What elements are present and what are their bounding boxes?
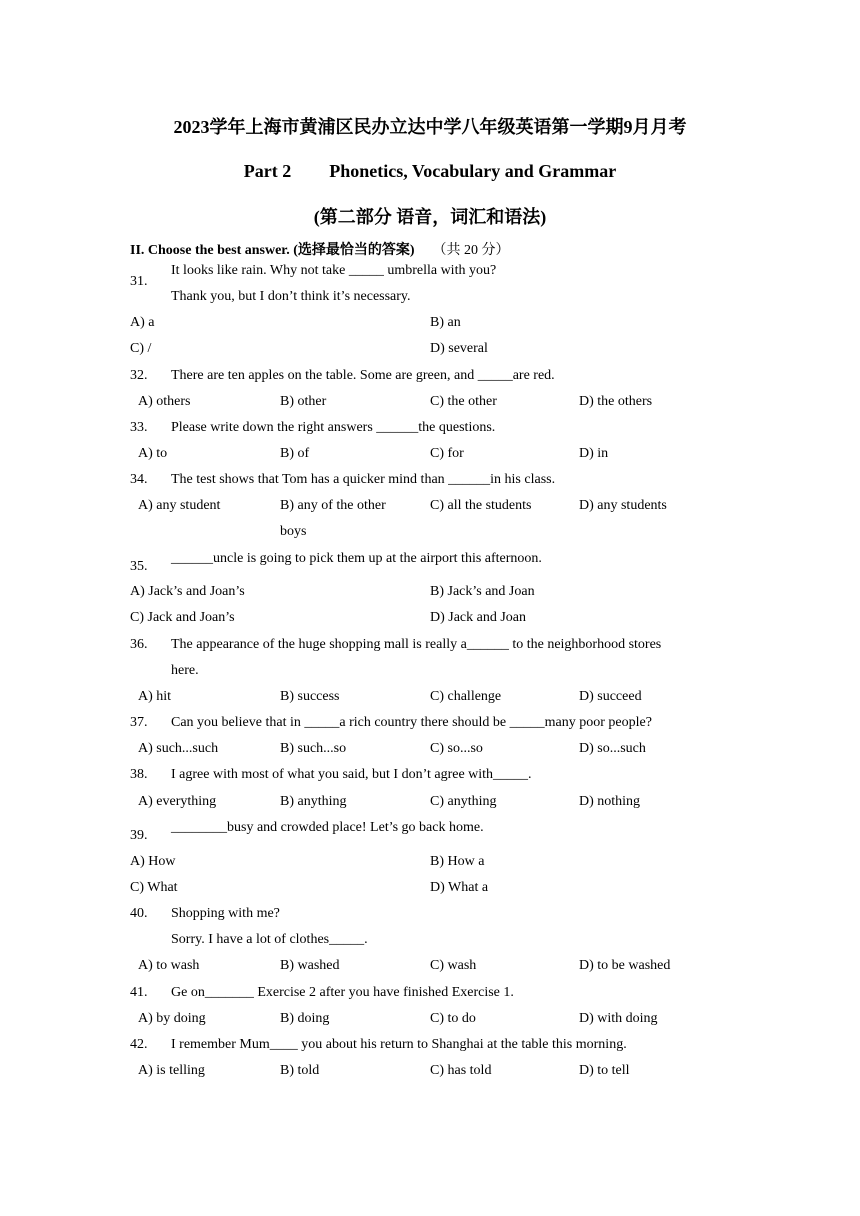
option-b[interactable]: B) anything bbox=[280, 794, 347, 809]
section-instruction: II. Choose the best answer. (选择最恰当的答案) bbox=[130, 243, 415, 258]
option-b[interactable]: B) an bbox=[430, 315, 461, 330]
question-line: I agree with most of what you said, but I don’t agree with_____. bbox=[171, 767, 532, 782]
option-d[interactable]: D) What a bbox=[430, 880, 489, 895]
option-b-continued[interactable]: boys bbox=[280, 524, 307, 539]
question-line: I remember Mum____ you about his return to Shanghai at the table this morning. bbox=[171, 1037, 627, 1052]
option-a[interactable]: A) any student bbox=[138, 498, 221, 513]
question-line: Can you believe that in _____a rich country there should be _____many poor people? bbox=[171, 715, 652, 730]
question-line: Ge on_______ Exercise 2 after you have finished Exercise 1. bbox=[171, 985, 514, 1000]
option-b[interactable]: B) of bbox=[280, 446, 310, 461]
question-number: 33. bbox=[130, 420, 148, 435]
question-line: There are ten apples on the table. Some are green, and _____are red. bbox=[171, 368, 555, 383]
option-c[interactable]: C) so...so bbox=[430, 741, 483, 756]
option-a[interactable]: A) others bbox=[138, 394, 191, 409]
question-number: 41. bbox=[130, 985, 148, 1000]
option-c[interactable]: C) for bbox=[430, 446, 464, 461]
question-number: 37. bbox=[130, 715, 148, 730]
question-number: 40. bbox=[130, 906, 148, 921]
option-c[interactable]: C) wash bbox=[430, 958, 477, 973]
question-number: 34. bbox=[130, 472, 148, 487]
part-title: Phonetics, Vocabulary and Grammar bbox=[329, 161, 617, 181]
option-a[interactable]: A) is telling bbox=[138, 1063, 205, 1078]
option-d[interactable]: D) several bbox=[430, 341, 488, 356]
option-c[interactable]: C) the other bbox=[430, 394, 497, 409]
question-number: 31. bbox=[130, 274, 148, 289]
option-d[interactable]: D) succeed bbox=[579, 689, 642, 704]
option-b[interactable]: B) doing bbox=[280, 1011, 330, 1026]
question-number: 36. bbox=[130, 637, 148, 652]
question-line: Shopping with me? bbox=[171, 906, 280, 921]
option-b[interactable]: B) told bbox=[280, 1063, 320, 1078]
option-c[interactable]: C) has told bbox=[430, 1063, 492, 1078]
question-line: ______uncle is going to pick them up at the airport this afternoon. bbox=[171, 551, 542, 566]
section-points: （共 20 分） bbox=[432, 243, 510, 258]
question-number: 39. bbox=[130, 828, 148, 843]
option-a[interactable]: A) a bbox=[130, 315, 155, 330]
option-c[interactable]: C) anything bbox=[430, 794, 497, 809]
part-heading bbox=[0, 158, 860, 184]
question-line: It looks like rain. Why not take _____ umbrella with you? bbox=[171, 263, 497, 278]
question-line: The test shows that Tom has a quicker mind than ______in his class. bbox=[171, 472, 556, 487]
option-d[interactable]: D) to tell bbox=[579, 1063, 630, 1078]
option-b[interactable]: B) such...so bbox=[280, 741, 347, 756]
question-line: ________busy and crowded place! Let’s go back home. bbox=[171, 820, 484, 835]
option-a[interactable]: A) to bbox=[138, 446, 168, 461]
option-b[interactable]: B) any of the other bbox=[280, 498, 386, 513]
option-b[interactable]: B) other bbox=[280, 394, 327, 409]
option-d[interactable]: D) nothing bbox=[579, 794, 641, 809]
option-c[interactable]: C) to do bbox=[430, 1011, 476, 1026]
question-number: 35. bbox=[130, 559, 148, 574]
section-heading bbox=[130, 241, 510, 261]
option-a[interactable]: A) such...such bbox=[138, 741, 219, 756]
option-b[interactable]: B) washed bbox=[280, 958, 340, 973]
option-a[interactable]: A) How bbox=[130, 854, 176, 869]
question-line: Please write down the right answers ______the questions. bbox=[171, 420, 496, 435]
part-label: Part 2 bbox=[243, 161, 292, 181]
question-number: 42. bbox=[130, 1037, 148, 1052]
option-b[interactable]: B) How a bbox=[430, 854, 485, 869]
question-number: 32. bbox=[130, 368, 148, 383]
question-line: Thank you, but I don’t think it’s necessary. bbox=[171, 289, 411, 304]
option-c[interactable]: C) What bbox=[130, 880, 178, 895]
option-d[interactable]: D) in bbox=[579, 446, 609, 461]
option-d[interactable]: D) to be washed bbox=[579, 958, 671, 973]
question-line: Sorry. I have a lot of clothes_____. bbox=[171, 932, 368, 947]
question-number: 38. bbox=[130, 767, 148, 782]
option-c[interactable]: C) challenge bbox=[430, 689, 502, 704]
option-c[interactable]: C) / bbox=[130, 341, 152, 356]
option-a[interactable]: A) everything bbox=[138, 794, 217, 809]
option-d[interactable]: D) any students bbox=[579, 498, 667, 513]
option-a[interactable]: A) hit bbox=[138, 689, 172, 704]
exam-title: 2023学年上海市黄浦区民办立达中学八年级英语第一学期9月月考 bbox=[173, 117, 687, 137]
option-d[interactable]: D) so...such bbox=[579, 741, 646, 756]
option-d[interactable]: D) Jack and Joan bbox=[430, 610, 527, 625]
question-line: here. bbox=[171, 663, 199, 678]
option-d[interactable]: D) the others bbox=[579, 394, 653, 409]
question-line: The appearance of the huge shopping mall is really a______ to the neighborhood stores bbox=[171, 637, 662, 652]
option-a[interactable]: A) to wash bbox=[138, 958, 200, 973]
option-d[interactable]: D) with doing bbox=[579, 1011, 658, 1026]
option-c[interactable]: C) all the students bbox=[430, 498, 532, 513]
option-b[interactable]: B) Jack’s and Joan bbox=[430, 584, 535, 599]
option-c[interactable]: C) Jack and Joan’s bbox=[130, 610, 235, 625]
option-a[interactable]: A) by doing bbox=[138, 1011, 206, 1026]
option-a[interactable]: A) Jack’s and Joan’s bbox=[130, 584, 245, 599]
option-b[interactable]: B) success bbox=[280, 689, 340, 704]
part-heading-chinese: (第二部分 语音，词汇和语法) bbox=[313, 207, 547, 227]
